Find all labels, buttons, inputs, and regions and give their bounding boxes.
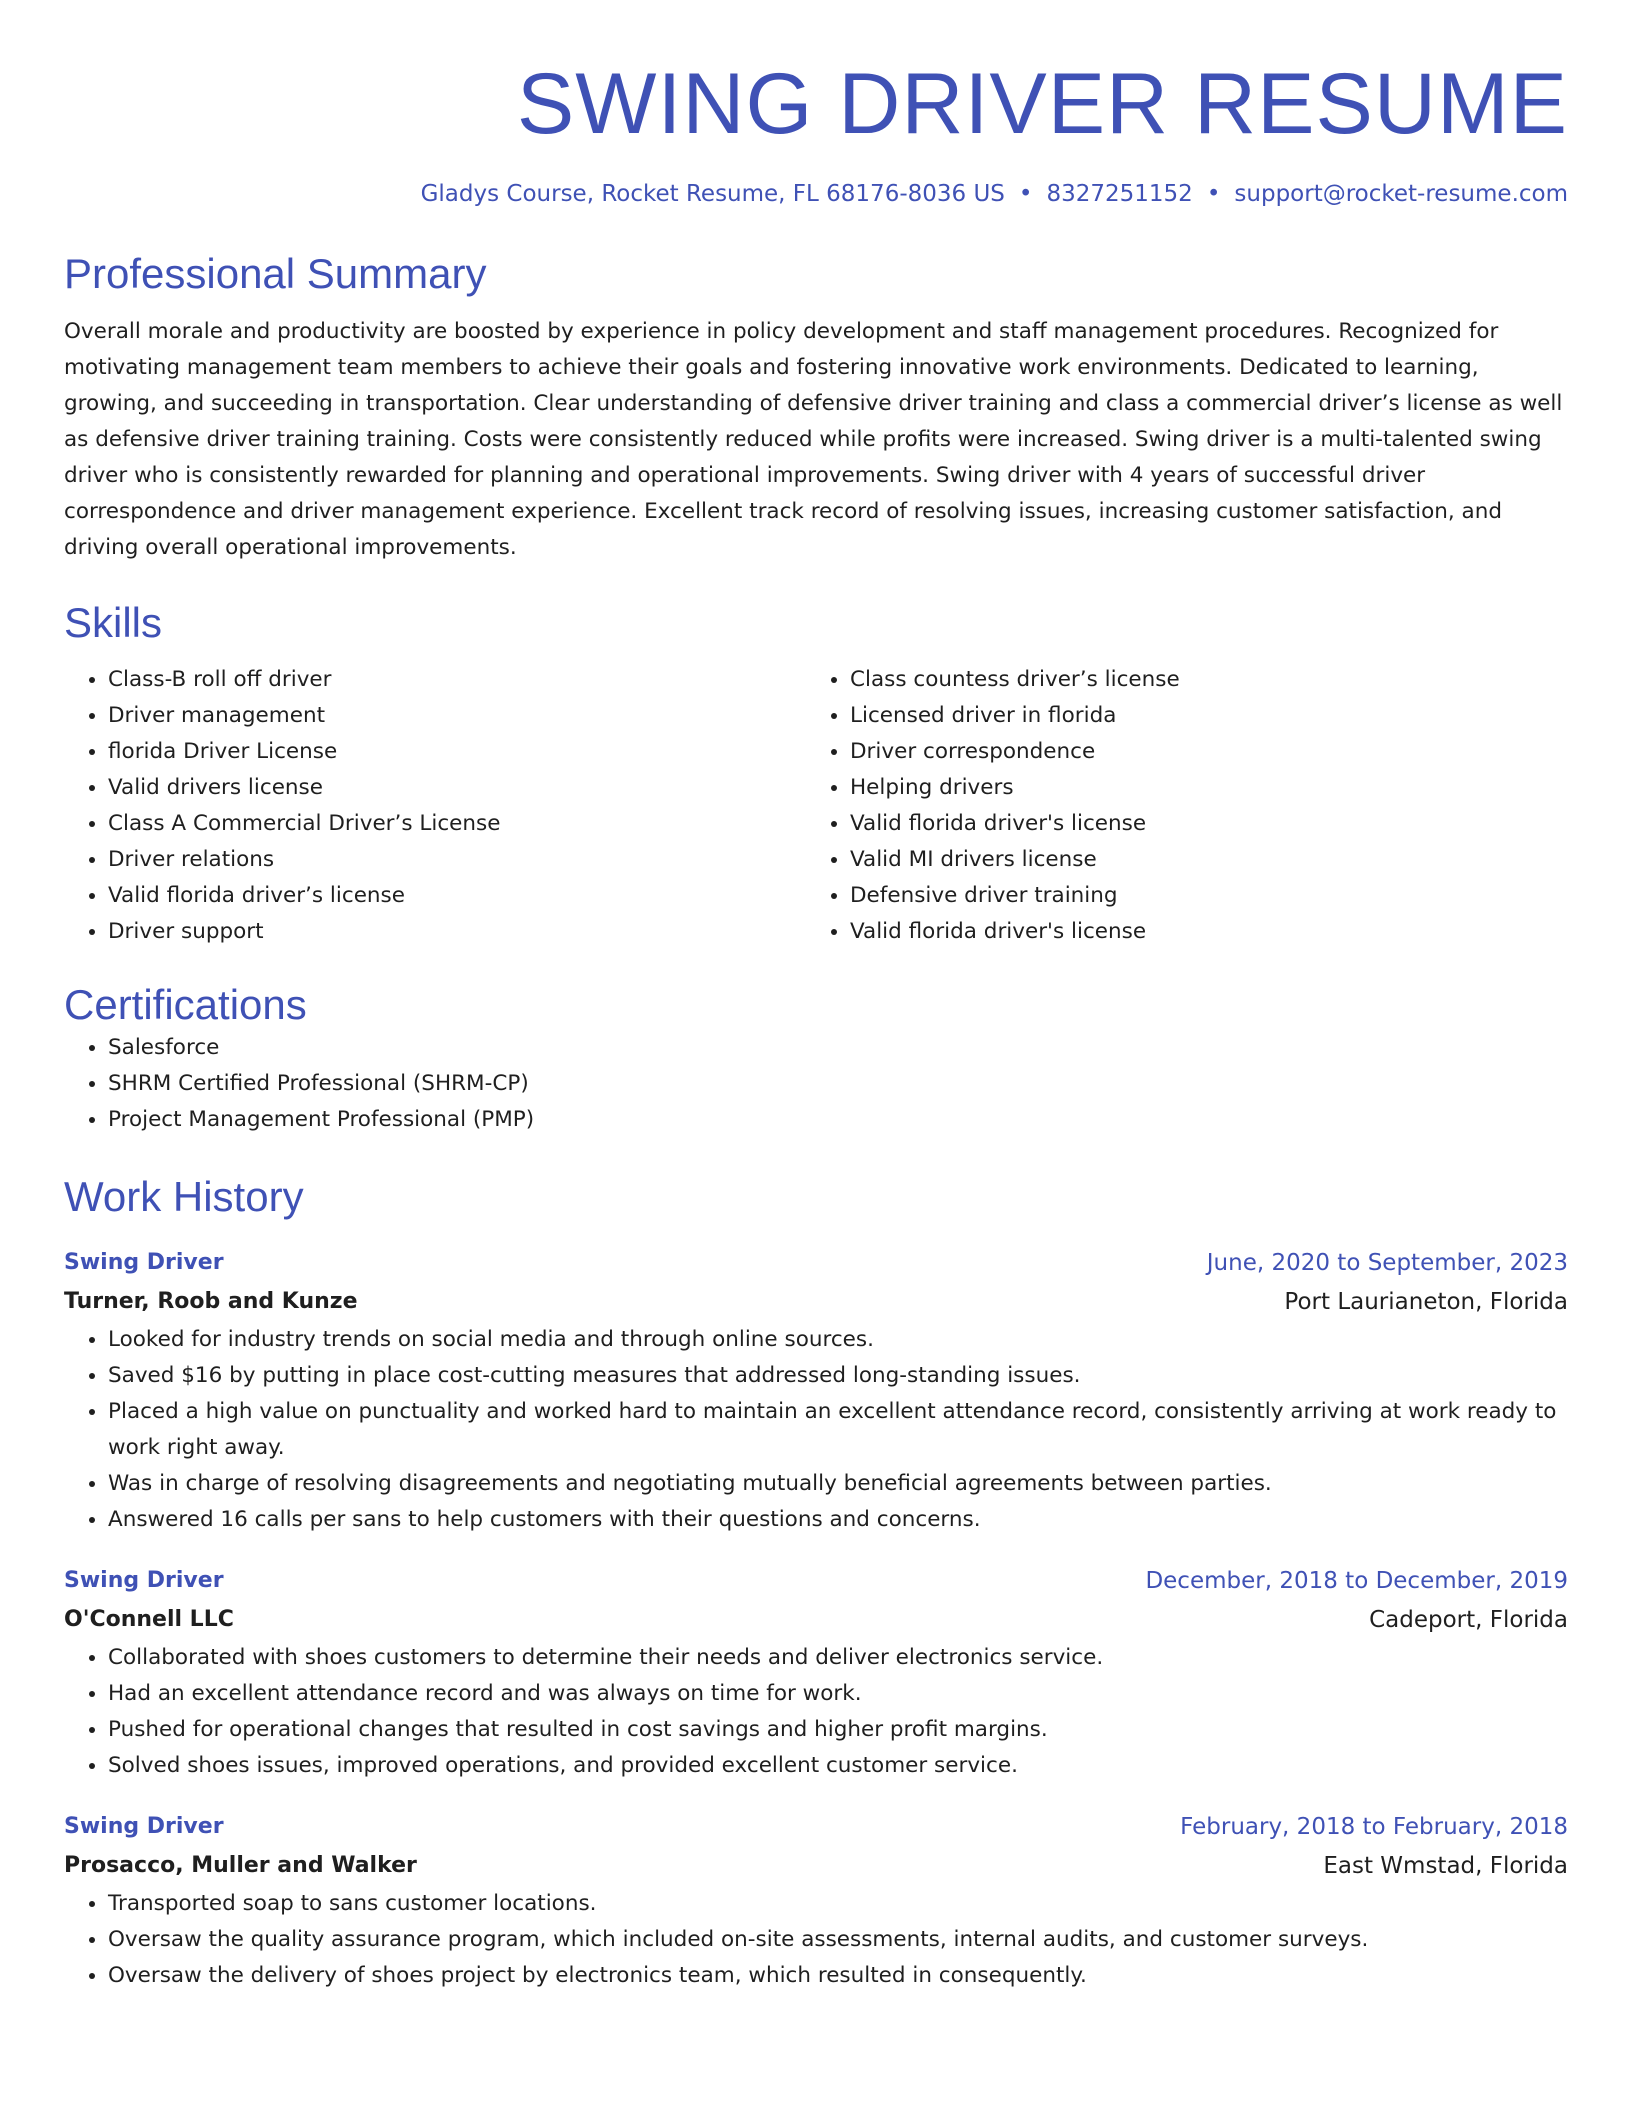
job-entry bbox=[64, 1808, 1568, 1994]
job-bullet: • Collaborated with shoes customers to determine their needs and deliver electronics service. bbox=[108, 1640, 1568, 1676]
contact-line bbox=[64, 178, 1568, 210]
job-bullet: • Oversaw the delivery of shoes project by electronics team, which resulted in consequently. bbox=[108, 1958, 1568, 1994]
job-title: Swing Driver bbox=[64, 1568, 224, 1593]
certification-item: • Salesforce bbox=[108, 1030, 1568, 1066]
contact-email[interactable]: support@rocket-resume.com bbox=[1234, 181, 1568, 207]
job-company-row bbox=[64, 1282, 1568, 1322]
job-company: Prosacco, Muller and Walker bbox=[64, 1853, 417, 1878]
job-location: East Wmstad, Florida bbox=[1323, 1853, 1568, 1879]
skill-item: • Valid florida driver's license bbox=[850, 914, 1548, 950]
job-bullets bbox=[64, 1886, 1568, 1994]
job-bullet: • Saved $16 by putting in place cost-cutting measures that addressed long-standing issues. bbox=[108, 1358, 1568, 1394]
skill-item: • Driver management bbox=[108, 698, 806, 734]
job-bullet: • Looked for industry trends on social media and through online sources. bbox=[108, 1322, 1568, 1358]
job-bullets bbox=[64, 1322, 1568, 1538]
job-bullet: • Transported soap to sans customer locations. bbox=[108, 1886, 1568, 1922]
job-title: Swing Driver bbox=[64, 1814, 224, 1839]
skill-item: • Class A Commercial Driver’s License bbox=[108, 806, 806, 842]
skill-item: • Driver relations bbox=[108, 842, 806, 878]
job-company: O'Connell LLC bbox=[64, 1607, 234, 1632]
skill-item: • Class-B roll off driver bbox=[108, 662, 806, 698]
contact-separator: • bbox=[1206, 181, 1221, 207]
certification-item: • Project Management Professional (PMP) bbox=[108, 1102, 1568, 1138]
contact-phone[interactable]: 8327251152 bbox=[1046, 181, 1193, 207]
job-bullet: • Had an excellent attendance record and was always on time for work. bbox=[108, 1676, 1568, 1712]
job-location: Port Laurianeton, Florida bbox=[1284, 1289, 1568, 1315]
job-entry bbox=[64, 1244, 1568, 1538]
skill-item: • Driver support bbox=[108, 914, 806, 950]
job-bullet: • Pushed for operational changes that resulted in cost savings and higher profit margins. bbox=[108, 1712, 1568, 1748]
job-header-row bbox=[64, 1562, 1568, 1600]
skill-item: • Licensed driver in florida bbox=[850, 698, 1548, 734]
job-company: Turner, Roob and Kunze bbox=[64, 1289, 358, 1314]
skill-item: • Valid MI drivers license bbox=[850, 842, 1548, 878]
skill-item: • Valid florida driver's license bbox=[850, 806, 1548, 842]
skill-item: • Class countess driver’s license bbox=[850, 662, 1548, 698]
skill-item: • Valid drivers license bbox=[108, 770, 806, 806]
skills-grid bbox=[64, 662, 1568, 950]
skills-column-right bbox=[806, 662, 1548, 950]
job-bullet: • Oversaw the quality assurance program, which included on-site assessments, internal audits, and customer surveys. bbox=[108, 1922, 1568, 1958]
job-header-row bbox=[64, 1808, 1568, 1846]
skills-column-left bbox=[64, 662, 806, 950]
skills-list-left bbox=[64, 662, 806, 950]
resume-page bbox=[64, 0, 1568, 1994]
job-company-row bbox=[64, 1846, 1568, 1886]
job-dates: February, 2018 to February, 2018 bbox=[1180, 1814, 1568, 1840]
job-bullet: • Was in charge of resolving disagreements and negotiating mutually beneficial agreements between parties. bbox=[108, 1466, 1568, 1502]
contact-address: Gladys Course, Rocket Resume, FL 68176-8036 US bbox=[420, 181, 1005, 207]
skill-item: • Valid florida driver’s license bbox=[108, 878, 806, 914]
summary-text: Overall morale and productivity are boosted by experience in policy development and staff management procedures. Recognized for motivating management team members to achieve their goals and fostering innovative work environments. Dedicated to learning, growing, and succeeding in transportation. Clear understanding of defensive driver training and class a commercial driver’s license as well as defensive driver training training. Costs were consistently reduced while profits were increased. Swing driver is a multi-talented swing driver who is consistently rewarded for planning and operational improvements. Swing driver with 4 years of successful driver correspondence and driver management experience. Excellent track record of resolving issues, increasing customer satisfaction, and driving overall operational improvements. bbox=[64, 319, 1563, 560]
job-location: Cadeport, Florida bbox=[1369, 1607, 1568, 1633]
certification-item: • SHRM Certified Professional (SHRM-CP) bbox=[108, 1066, 1568, 1102]
skill-item: • Defensive driver training bbox=[850, 878, 1548, 914]
certifications-list bbox=[64, 1030, 1568, 1138]
job-header-row bbox=[64, 1244, 1568, 1282]
skill-item: • Driver correspondence bbox=[850, 734, 1548, 770]
job-bullet: • Placed a high value on punctuality and worked hard to maintain an excellent attendance record, consistently arriving at work ready to work right away. bbox=[108, 1394, 1568, 1466]
skill-item: • Helping drivers bbox=[850, 770, 1548, 806]
job-dates: June, 2020 to September, 2023 bbox=[1206, 1250, 1568, 1276]
contact-separator: • bbox=[1018, 181, 1033, 207]
section-title-summary: Professional Summary bbox=[64, 250, 487, 297]
job-dates: December, 2018 to December, 2019 bbox=[1145, 1568, 1568, 1594]
skills-list-right bbox=[806, 662, 1548, 950]
job-bullets bbox=[64, 1640, 1568, 1784]
skill-item: • florida Driver License bbox=[108, 734, 806, 770]
resume-title: SWING DRIVER RESUME bbox=[516, 56, 1568, 152]
job-title: Swing Driver bbox=[64, 1250, 224, 1275]
section-title-work-history: Work History bbox=[64, 1173, 304, 1220]
section-title-certifications: Certifications bbox=[64, 981, 307, 1028]
job-entry bbox=[64, 1562, 1568, 1784]
job-company-row bbox=[64, 1600, 1568, 1640]
section-title-skills: Skills bbox=[64, 599, 163, 646]
job-bullet: • Answered 16 calls per sans to help customers with their questions and concerns. bbox=[108, 1502, 1568, 1538]
job-bullet: • Solved shoes issues, improved operations, and provided excellent customer service. bbox=[108, 1748, 1568, 1784]
